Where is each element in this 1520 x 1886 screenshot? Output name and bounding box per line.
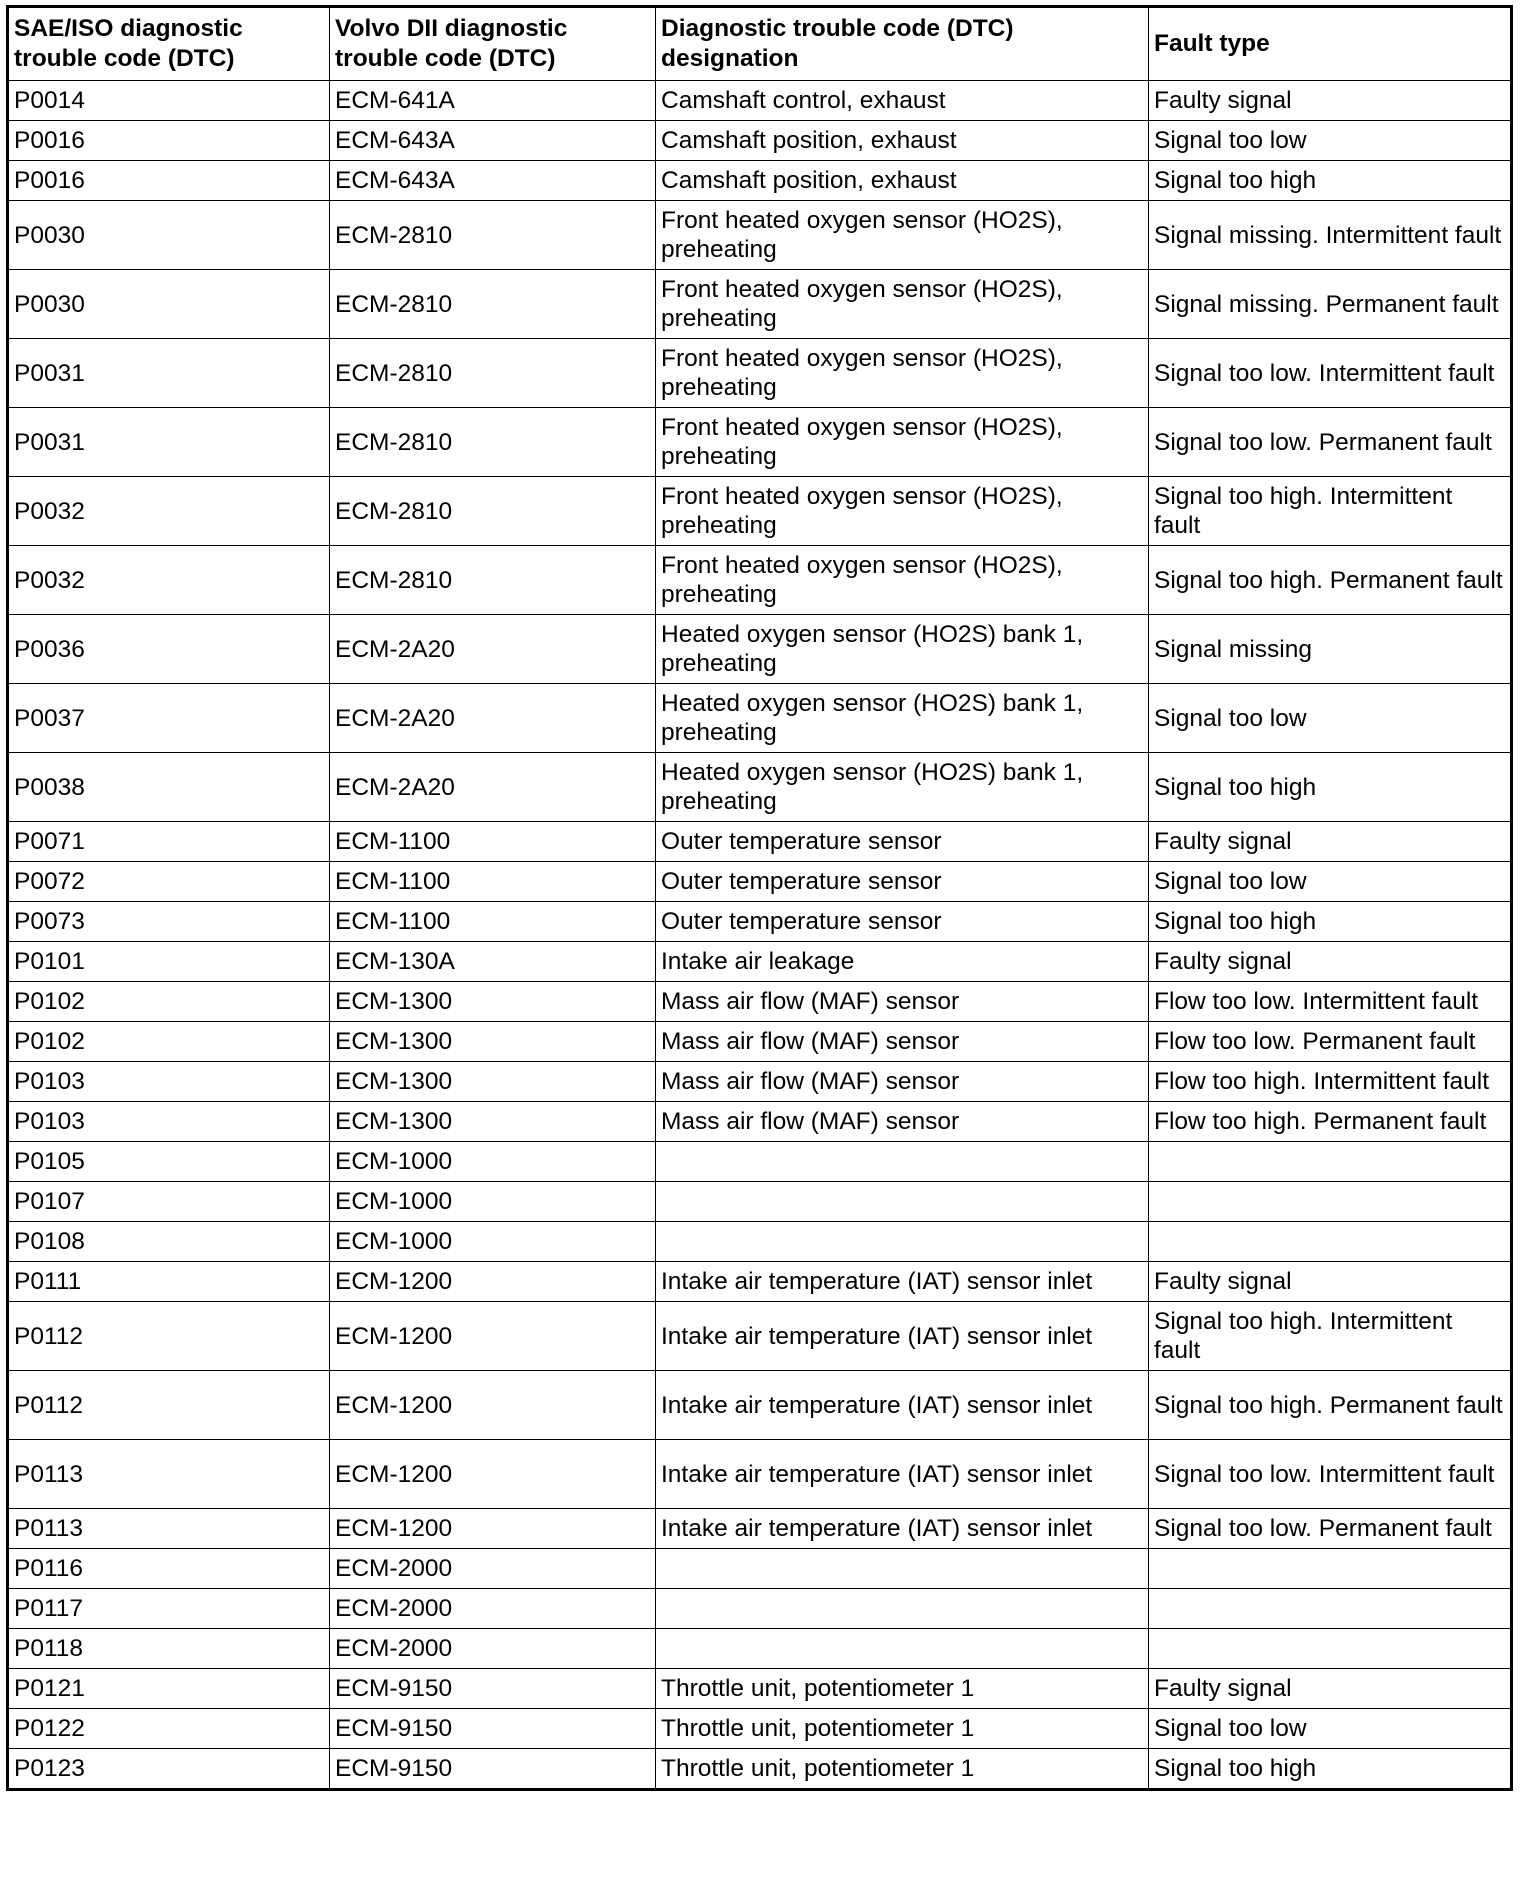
volvo-dii-code-cell: ECM-2810 bbox=[330, 546, 656, 615]
designation-cell: Mass air flow (MAF) sensor bbox=[656, 1062, 1149, 1102]
fault-type-cell: Flow too low. Intermittent fault bbox=[1149, 982, 1512, 1022]
volvo-dii-code-cell: ECM-1300 bbox=[330, 1102, 656, 1142]
sae-iso-code-cell: P0032 bbox=[8, 546, 330, 615]
volvo-dii-code-cell: ECM-2A20 bbox=[330, 753, 656, 822]
designation-cell: Mass air flow (MAF) sensor bbox=[656, 982, 1149, 1022]
table-row bbox=[8, 942, 1512, 982]
volvo-dii-code-cell: ECM-1100 bbox=[330, 862, 656, 902]
designation-cell: Front heated oxygen sensor (HO2S), preheating bbox=[656, 477, 1149, 546]
volvo-dii-code-cell: ECM-1000 bbox=[330, 1222, 656, 1262]
volvo-dii-code-cell: ECM-2810 bbox=[330, 201, 656, 270]
designation-cell bbox=[656, 1549, 1149, 1589]
table-row bbox=[8, 1589, 1512, 1629]
volvo-dii-code-cell: ECM-1200 bbox=[330, 1371, 656, 1440]
table-row bbox=[8, 902, 1512, 942]
sae-iso-code-cell: P0036 bbox=[8, 615, 330, 684]
designation-cell: Front heated oxygen sensor (HO2S), preheating bbox=[656, 546, 1149, 615]
volvo-dii-code-cell: ECM-1300 bbox=[330, 1022, 656, 1062]
table-row bbox=[8, 81, 1512, 121]
table-row bbox=[8, 1509, 1512, 1549]
designation-cell bbox=[656, 1629, 1149, 1669]
sae-iso-code-cell: P0103 bbox=[8, 1062, 330, 1102]
sae-iso-code-cell: P0031 bbox=[8, 339, 330, 408]
designation-cell: Intake air temperature (IAT) sensor inlet bbox=[656, 1371, 1149, 1440]
table-row bbox=[8, 339, 1512, 408]
sae-iso-code-cell: P0030 bbox=[8, 270, 330, 339]
fault-type-cell: Faulty signal bbox=[1149, 81, 1512, 121]
volvo-dii-code-cell: ECM-1000 bbox=[330, 1182, 656, 1222]
volvo-dii-code-cell: ECM-2A20 bbox=[330, 615, 656, 684]
fault-type-cell: Signal missing bbox=[1149, 615, 1512, 684]
volvo-dii-code-cell: ECM-9150 bbox=[330, 1669, 656, 1709]
volvo-dii-code-cell: ECM-1000 bbox=[330, 1142, 656, 1182]
sae-iso-code-cell: P0116 bbox=[8, 1549, 330, 1589]
table-row bbox=[8, 1022, 1512, 1062]
sae-iso-code-cell: P0103 bbox=[8, 1102, 330, 1142]
fault-type-cell: Signal too low. Intermittent fault bbox=[1149, 339, 1512, 408]
table-row bbox=[8, 1102, 1512, 1142]
table-row bbox=[8, 1669, 1512, 1709]
fault-type-cell: Signal missing. Permanent fault bbox=[1149, 270, 1512, 339]
table-row bbox=[8, 477, 1512, 546]
table-row bbox=[8, 161, 1512, 201]
table-row bbox=[8, 615, 1512, 684]
volvo-dii-code-cell: ECM-130A bbox=[330, 942, 656, 982]
fault-type-cell: Signal too low bbox=[1149, 121, 1512, 161]
volvo-dii-code-cell: ECM-9150 bbox=[330, 1709, 656, 1749]
table-row bbox=[8, 684, 1512, 753]
fault-type-cell: Faulty signal bbox=[1149, 942, 1512, 982]
sae-iso-code-cell: P0112 bbox=[8, 1302, 330, 1371]
designation-cell: Camshaft position, exhaust bbox=[656, 161, 1149, 201]
dtc-table-sheet bbox=[6, 5, 1510, 1791]
designation-cell: Intake air temperature (IAT) sensor inlet bbox=[656, 1509, 1149, 1549]
dtc-table-body bbox=[8, 81, 1512, 1790]
fault-type-cell bbox=[1149, 1589, 1512, 1629]
designation-cell: Outer temperature sensor bbox=[656, 822, 1149, 862]
sae-iso-code-cell: P0038 bbox=[8, 753, 330, 822]
sae-iso-code-cell: P0030 bbox=[8, 201, 330, 270]
volvo-dii-code-cell: ECM-643A bbox=[330, 161, 656, 201]
sae-iso-code-cell: P0122 bbox=[8, 1709, 330, 1749]
designation-cell: Intake air temperature (IAT) sensor inlet bbox=[656, 1262, 1149, 1302]
table-row bbox=[8, 201, 1512, 270]
fault-type-cell: Signal too high. Permanent fault bbox=[1149, 1371, 1512, 1440]
table-row bbox=[8, 1629, 1512, 1669]
designation-cell: Mass air flow (MAF) sensor bbox=[656, 1102, 1149, 1142]
designation-cell bbox=[656, 1142, 1149, 1182]
sae-iso-code-cell: P0123 bbox=[8, 1749, 330, 1790]
fault-type-cell bbox=[1149, 1182, 1512, 1222]
header-dtc-designation: Diagnostic trouble code (DTC) designation bbox=[656, 7, 1149, 81]
table-row bbox=[8, 270, 1512, 339]
sae-iso-code-cell: P0014 bbox=[8, 81, 330, 121]
table-row bbox=[8, 1142, 1512, 1182]
designation-cell: Intake air leakage bbox=[656, 942, 1149, 982]
sae-iso-code-cell: P0072 bbox=[8, 862, 330, 902]
fault-type-cell: Signal too high bbox=[1149, 161, 1512, 201]
sae-iso-code-cell: P0032 bbox=[8, 477, 330, 546]
volvo-dii-code-cell: ECM-1200 bbox=[330, 1262, 656, 1302]
table-row bbox=[8, 1549, 1512, 1589]
volvo-dii-code-cell: ECM-2810 bbox=[330, 477, 656, 546]
designation-cell bbox=[656, 1589, 1149, 1629]
sae-iso-code-cell: P0101 bbox=[8, 942, 330, 982]
header-row bbox=[8, 7, 1512, 81]
sae-iso-code-cell: P0102 bbox=[8, 982, 330, 1022]
designation-cell: Front heated oxygen sensor (HO2S), preheating bbox=[656, 270, 1149, 339]
designation-cell: Outer temperature sensor bbox=[656, 862, 1149, 902]
fault-type-cell bbox=[1149, 1549, 1512, 1589]
fault-type-cell: Signal too high. Intermittent fault bbox=[1149, 477, 1512, 546]
fault-type-cell: Signal too high. Permanent fault bbox=[1149, 546, 1512, 615]
fault-type-cell: Signal too low. Permanent fault bbox=[1149, 408, 1512, 477]
volvo-dii-code-cell: ECM-1300 bbox=[330, 1062, 656, 1102]
fault-type-cell: Signal too high bbox=[1149, 1749, 1512, 1790]
volvo-dii-code-cell: ECM-643A bbox=[330, 121, 656, 161]
table-row bbox=[8, 862, 1512, 902]
fault-type-cell: Signal too low. Permanent fault bbox=[1149, 1509, 1512, 1549]
volvo-dii-code-cell: ECM-2810 bbox=[330, 270, 656, 339]
designation-cell bbox=[656, 1182, 1149, 1222]
designation-cell: Intake air temperature (IAT) sensor inlet bbox=[656, 1302, 1149, 1371]
sae-iso-code-cell: P0117 bbox=[8, 1589, 330, 1629]
dtc-table-header bbox=[8, 7, 1512, 81]
dtc-table bbox=[6, 5, 1513, 1791]
fault-type-cell: Faulty signal bbox=[1149, 1669, 1512, 1709]
table-row bbox=[8, 546, 1512, 615]
fault-type-cell: Signal too high bbox=[1149, 902, 1512, 942]
sae-iso-code-cell: P0121 bbox=[8, 1669, 330, 1709]
designation-cell: Throttle unit, potentiometer 1 bbox=[656, 1709, 1149, 1749]
sae-iso-code-cell: P0071 bbox=[8, 822, 330, 862]
designation-cell: Front heated oxygen sensor (HO2S), preheating bbox=[656, 339, 1149, 408]
sae-iso-code-cell: P0112 bbox=[8, 1371, 330, 1440]
volvo-dii-code-cell: ECM-9150 bbox=[330, 1749, 656, 1790]
designation-cell bbox=[656, 1222, 1149, 1262]
sae-iso-code-cell: P0031 bbox=[8, 408, 330, 477]
sae-iso-code-cell: P0105 bbox=[8, 1142, 330, 1182]
table-row bbox=[8, 1371, 1512, 1440]
designation-cell: Heated oxygen sensor (HO2S) bank 1, preheating bbox=[656, 753, 1149, 822]
fault-type-cell: Flow too low. Permanent fault bbox=[1149, 1022, 1512, 1062]
volvo-dii-code-cell: ECM-2000 bbox=[330, 1549, 656, 1589]
table-row bbox=[8, 1302, 1512, 1371]
designation-cell: Heated oxygen sensor (HO2S) bank 1, preheating bbox=[656, 684, 1149, 753]
fault-type-cell: Signal too low bbox=[1149, 862, 1512, 902]
header-sae-iso-dtc: SAE/ISO diagnostic trouble code (DTC) bbox=[8, 7, 330, 81]
table-row bbox=[8, 1222, 1512, 1262]
table-row bbox=[8, 408, 1512, 477]
fault-type-cell: Faulty signal bbox=[1149, 822, 1512, 862]
volvo-dii-code-cell: ECM-2000 bbox=[330, 1629, 656, 1669]
sae-iso-code-cell: P0016 bbox=[8, 121, 330, 161]
table-row bbox=[8, 1062, 1512, 1102]
fault-type-cell: Flow too high. Intermittent fault bbox=[1149, 1062, 1512, 1102]
designation-cell: Throttle unit, potentiometer 1 bbox=[656, 1669, 1149, 1709]
fault-type-cell: Flow too high. Permanent fault bbox=[1149, 1102, 1512, 1142]
table-row bbox=[8, 1749, 1512, 1790]
fault-type-cell: Signal too high bbox=[1149, 753, 1512, 822]
fault-type-cell: Signal too low bbox=[1149, 1709, 1512, 1749]
designation-cell: Mass air flow (MAF) sensor bbox=[656, 1022, 1149, 1062]
fault-type-cell: Signal too low. Intermittent fault bbox=[1149, 1440, 1512, 1509]
volvo-dii-code-cell: ECM-1100 bbox=[330, 822, 656, 862]
designation-cell: Front heated oxygen sensor (HO2S), preheating bbox=[656, 408, 1149, 477]
table-row bbox=[8, 1182, 1512, 1222]
sae-iso-code-cell: P0037 bbox=[8, 684, 330, 753]
table-row bbox=[8, 1440, 1512, 1509]
sae-iso-code-cell: P0102 bbox=[8, 1022, 330, 1062]
volvo-dii-code-cell: ECM-1100 bbox=[330, 902, 656, 942]
designation-cell: Camshaft position, exhaust bbox=[656, 121, 1149, 161]
volvo-dii-code-cell: ECM-2000 bbox=[330, 1589, 656, 1629]
sae-iso-code-cell: P0073 bbox=[8, 902, 330, 942]
volvo-dii-code-cell: ECM-641A bbox=[330, 81, 656, 121]
header-fault-type: Fault type bbox=[1149, 7, 1512, 81]
designation-cell: Intake air temperature (IAT) sensor inlet bbox=[656, 1440, 1149, 1509]
designation-cell: Camshaft control, exhaust bbox=[656, 81, 1149, 121]
volvo-dii-code-cell: ECM-1200 bbox=[330, 1440, 656, 1509]
table-row bbox=[8, 121, 1512, 161]
sae-iso-code-cell: P0113 bbox=[8, 1509, 330, 1549]
header-volvo-dii-dtc: Volvo DII diagnostic trouble code (DTC) bbox=[330, 7, 656, 81]
volvo-dii-code-cell: ECM-1200 bbox=[330, 1302, 656, 1371]
sae-iso-code-cell: P0016 bbox=[8, 161, 330, 201]
fault-type-cell bbox=[1149, 1142, 1512, 1182]
sae-iso-code-cell: P0113 bbox=[8, 1440, 330, 1509]
fault-type-cell bbox=[1149, 1629, 1512, 1669]
designation-cell: Front heated oxygen sensor (HO2S), preheating bbox=[656, 201, 1149, 270]
sae-iso-code-cell: P0108 bbox=[8, 1222, 330, 1262]
volvo-dii-code-cell: ECM-1200 bbox=[330, 1509, 656, 1549]
fault-type-cell bbox=[1149, 1222, 1512, 1262]
fault-type-cell: Signal too low bbox=[1149, 684, 1512, 753]
designation-cell: Throttle unit, potentiometer 1 bbox=[656, 1749, 1149, 1790]
designation-cell: Outer temperature sensor bbox=[656, 902, 1149, 942]
volvo-dii-code-cell: ECM-2810 bbox=[330, 408, 656, 477]
volvo-dii-code-cell: ECM-2810 bbox=[330, 339, 656, 408]
fault-type-cell: Signal too high. Intermittent fault bbox=[1149, 1302, 1512, 1371]
table-row bbox=[8, 1262, 1512, 1302]
table-row bbox=[8, 1709, 1512, 1749]
sae-iso-code-cell: P0107 bbox=[8, 1182, 330, 1222]
volvo-dii-code-cell: ECM-1300 bbox=[330, 982, 656, 1022]
table-row bbox=[8, 982, 1512, 1022]
designation-cell: Heated oxygen sensor (HO2S) bank 1, preheating bbox=[656, 615, 1149, 684]
volvo-dii-code-cell: ECM-2A20 bbox=[330, 684, 656, 753]
fault-type-cell: Signal missing. Intermittent fault bbox=[1149, 201, 1512, 270]
sae-iso-code-cell: P0111 bbox=[8, 1262, 330, 1302]
fault-type-cell: Faulty signal bbox=[1149, 1262, 1512, 1302]
table-row bbox=[8, 822, 1512, 862]
sae-iso-code-cell: P0118 bbox=[8, 1629, 330, 1669]
table-row bbox=[8, 753, 1512, 822]
